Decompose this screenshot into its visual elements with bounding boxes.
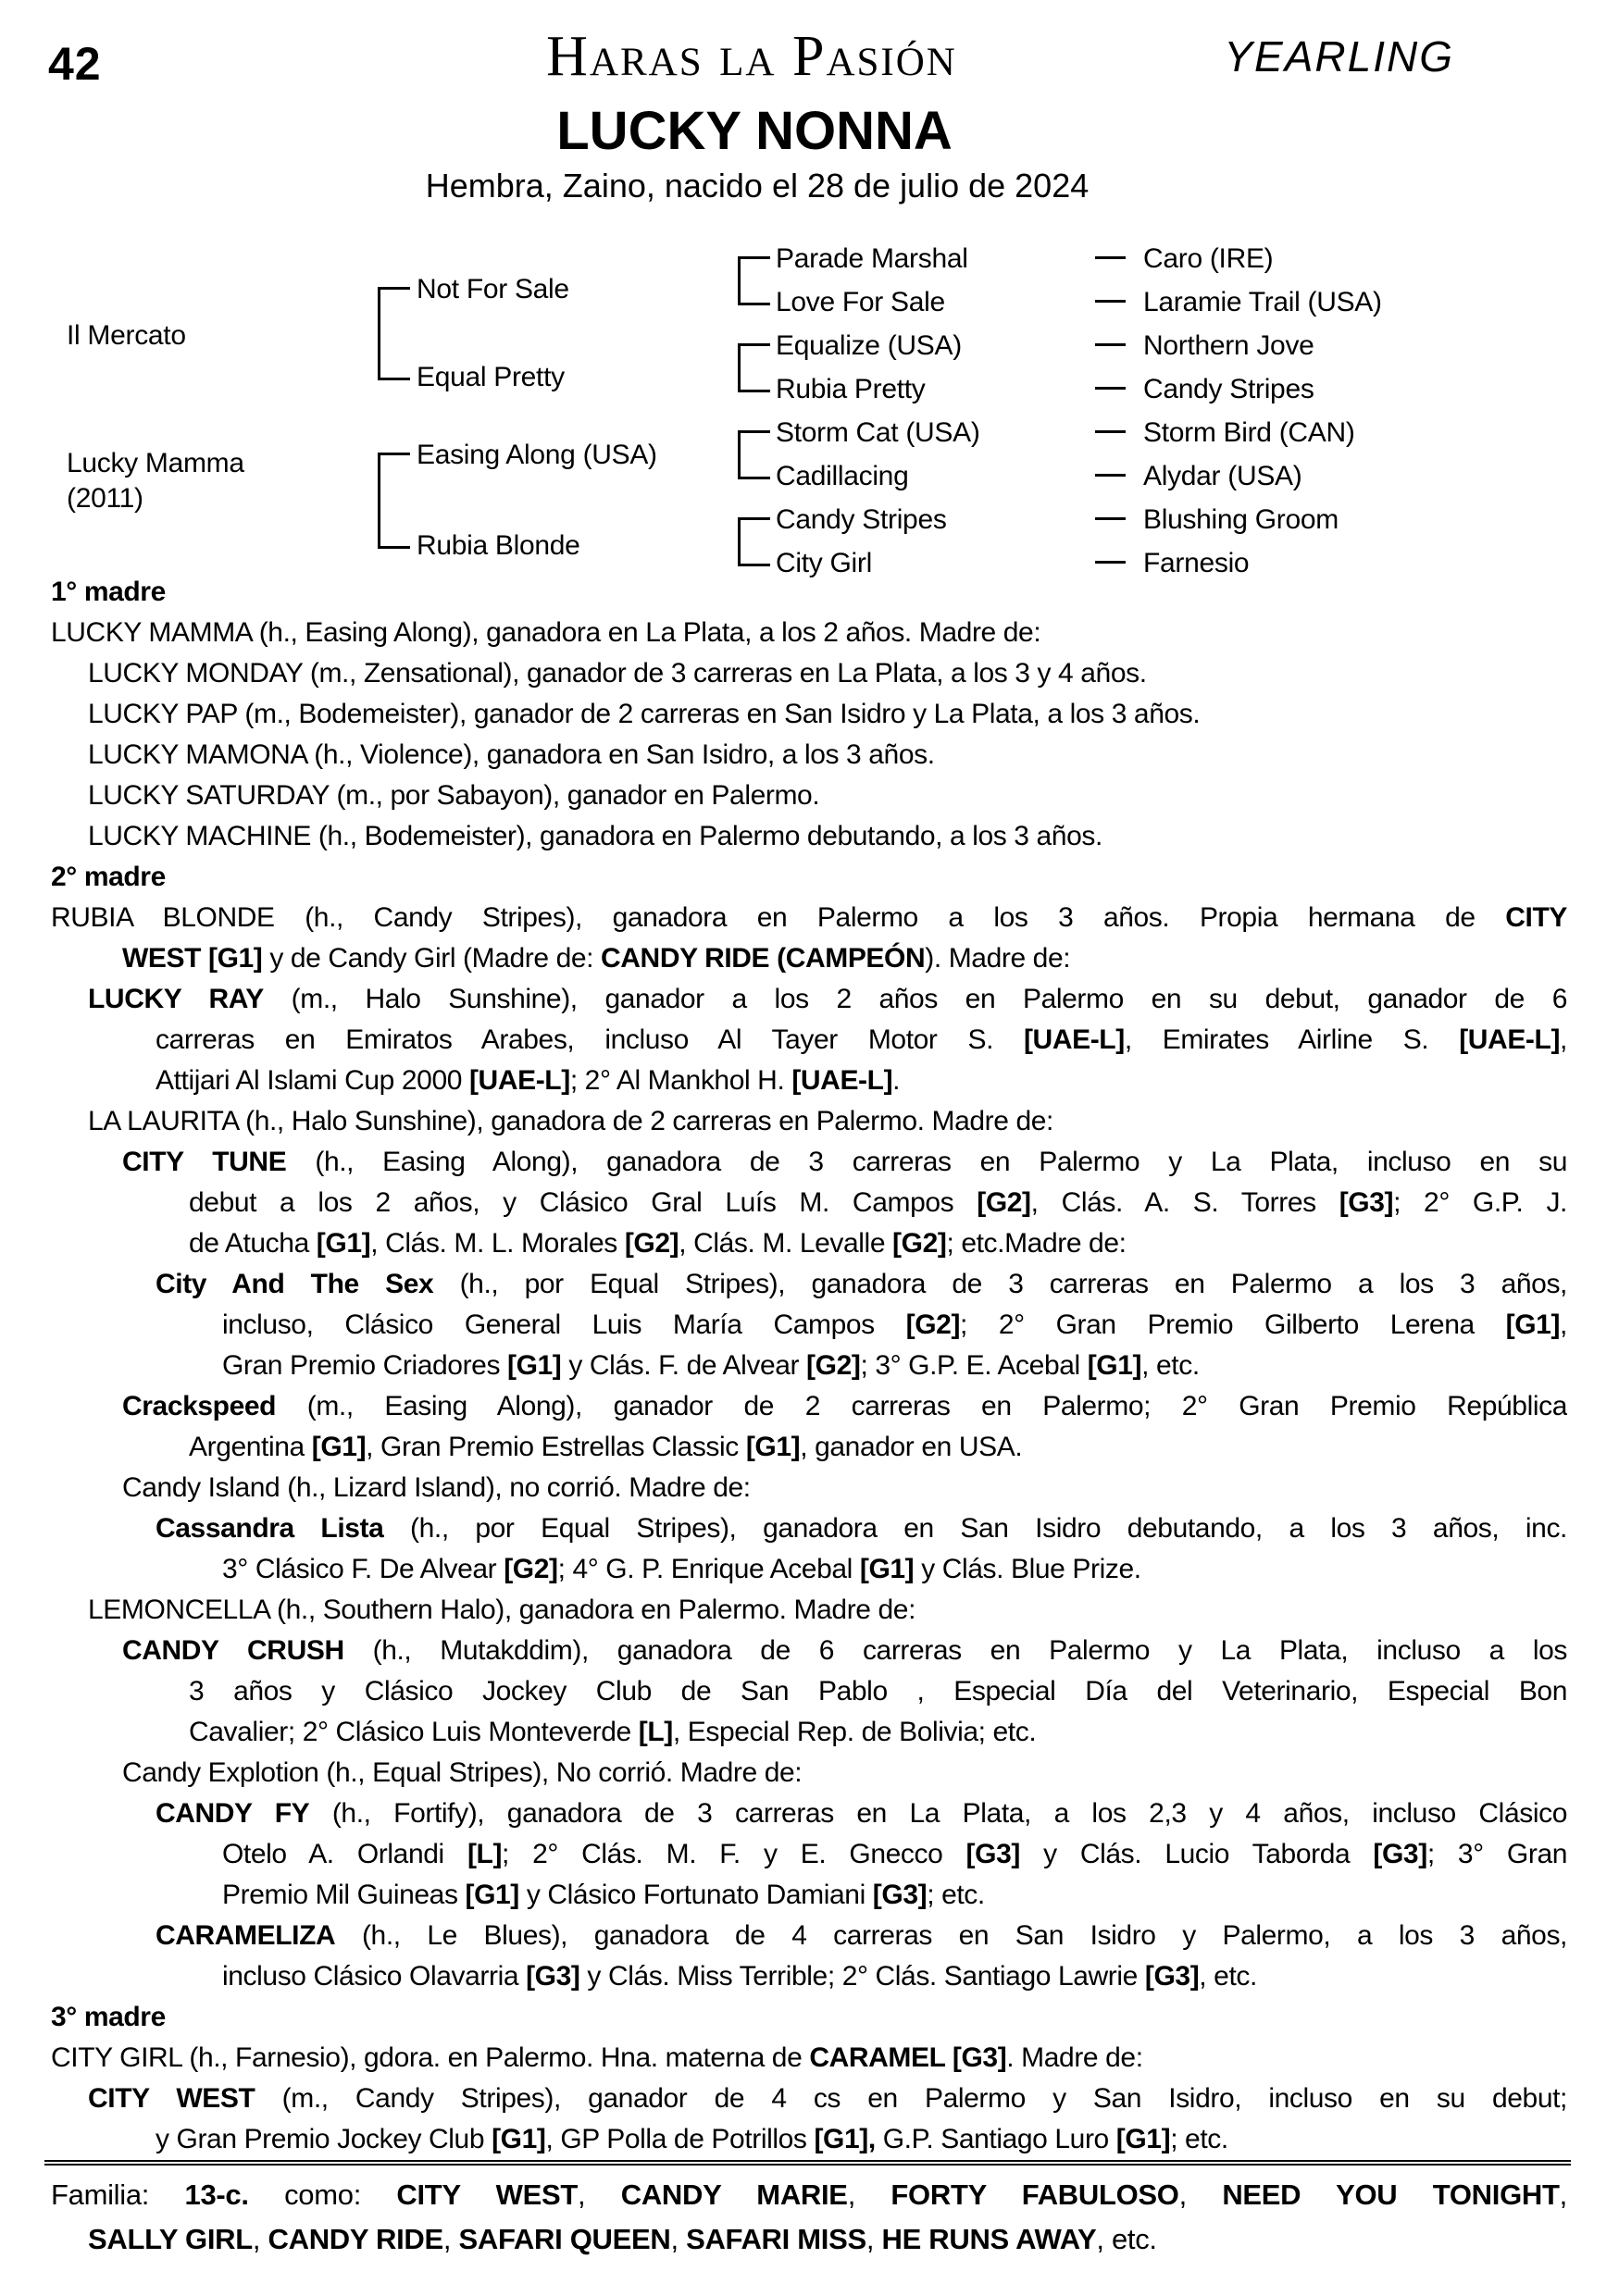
text-segment: , Emirates Airline S. [1124,1024,1460,1055]
pedigree-text-line [0,1346,1567,1386]
bold-text-segment: [G3] [965,1839,1020,1869]
pedigree-text-line [0,1183,1567,1223]
pedigree-text-line [0,1875,1567,1916]
text-segment: , GP Polla de Potrillos [545,2124,815,2154]
bold-text-segment: [G3] [1144,1961,1200,1992]
text-segment: y Clás. Blue Prize. [914,1554,1141,1584]
ancestor-gen3-name: Equalize (USA) [776,330,962,361]
ancestor-gen3-name: Love For Sale [776,287,945,317]
pedigree-text-line [0,1956,1567,1997]
madre-section-header [0,857,1567,898]
bold-text-segment: CARAMEL [G3] [809,2042,1007,2073]
page-number: 42 [48,38,102,90]
bold-text-segment: [G1] [316,1228,371,1259]
text-segment: LEMONCELLA (h., Southern Halo), ganadora en Palermo. Madre de: [88,1595,916,1625]
pedigree-connector [378,287,410,380]
text-segment: , [578,2178,621,2211]
pedigree-connector [738,517,770,566]
ancestor-gen3-name: Cadillacing [776,461,909,491]
horse-description: Hembra, Zaino, nacido el 28 de julio de 2024 [425,167,1090,205]
bold-text-segment: SALLY GIRL [88,2223,253,2255]
bold-text-segment: [G1] [1115,2124,1171,2154]
text-segment: Premio Mil Guineas [222,1880,466,1910]
bold-text-segment: NEED YOU TONIGHT [1222,2178,1560,2211]
bold-text-segment: [G1] [506,1350,562,1381]
bold-text-segment: [UAE-L] [1459,1024,1561,1055]
text-segment: , ganador en USA. [800,1432,1023,1462]
pedigree-connector [1095,561,1126,564]
bold-text-segment: [G3] [1373,1839,1427,1869]
text-segment: LUCKY PAP (m., Bodemeister), ganador de 2 carreras en San Isidro y La Plata, a los 3 años. [88,699,1201,729]
text-segment: ; 3° G.P. E. Acebal [860,1350,1088,1381]
text-segment: de Atucha [189,1228,317,1259]
bold-text-segment: [G3] [872,1880,928,1910]
bold-text-segment: LUCKY RAY [88,984,264,1014]
pedigree-text-line [0,2079,1567,2119]
bold-text-segment: [G1] [859,1554,915,1584]
text-segment: (h., por Equal Stripes), ganadora en San Isidro debutando, a los 3 años, inc. [383,1513,1567,1544]
pedigree-text-line [0,694,1567,735]
bold-text-segment: CITY WEST [88,2083,255,2114]
bold-text-segment: [UAE-L] [1023,1024,1125,1055]
bold-text-segment: [G2] [624,1228,679,1259]
bold-text-segment: CITY TUNE [122,1147,287,1177]
bold-text-segment: 2° madre [51,862,166,892]
ancestor-gen1-name: Lucky Mamma [67,448,244,478]
pedigree-text-line [0,1834,1567,1875]
text-segment: CITY GIRL (h., Farnesio), gdora. en Palermo. Hna. materna de [51,2042,810,2073]
stud-name-title: Haras la Pasión [546,25,957,88]
pedigree-text-line [0,1142,1567,1183]
bold-text-segment: [G2] [504,1554,558,1584]
text-segment: (m., Easing Along), ganador de 2 carreras en Palermo; 2° Gran Premio República [276,1391,1567,1421]
text-segment: Gran Premio Criadores [222,1350,507,1381]
text-segment: Cavalier; 2° Clásico Luis Monteverde [189,1717,639,1747]
ancestor-gen1-year: (2011) [67,483,143,514]
bold-text-segment: [L] [638,1717,673,1747]
ancestor-gen2-name: Equal Pretty [417,362,565,392]
pedigree-connector [1095,256,1126,259]
pedigree-text-line [0,2119,1567,2160]
bold-text-segment: [G1], [814,2124,876,2154]
text-segment: (h., Fortify), ganadora de 3 carreras en La Plata, a los 2,3 y 4 años, incluso Clásico [309,1798,1567,1829]
pedigree-connector [738,256,770,305]
bold-text-segment: Crackspeed [122,1391,277,1421]
text-segment: G.P. Santiago Luro [875,2124,1116,2154]
pedigree-text-line [0,938,1567,979]
bold-text-segment: WEST [G1] [122,943,263,974]
text-segment: y Clás. Lucio Taborda [1019,1839,1374,1869]
text-segment: (m., Candy Stripes), ganador de 4 cs en Palermo y San Isidro, incluso en su debut; [255,2083,1567,2114]
pedigree-text-line [0,1020,1567,1061]
bold-text-segment: City And The Sex [156,1269,434,1299]
pedigree-connector [1095,387,1126,390]
pedigree-text-line [0,1386,1567,1427]
pedigree-text-line [0,1712,1567,1753]
ancestor-gen4-name: Northern Jove [1143,330,1314,361]
text-segment: incluso, Clásico General Luis María Campos [222,1309,906,1340]
text-segment: , Clás. A. S. Torres [1030,1187,1339,1218]
family-text-line [0,2217,1567,2262]
pedigree-text-line [0,776,1567,816]
bold-text-segment: SAFARI MISS [686,2223,866,2255]
text-segment: ; etc.Madre de: [946,1228,1127,1259]
bold-text-segment: CITY [1505,902,1567,933]
text-segment: y de Candy Girl (Madre de: [262,943,602,974]
family-text-line [0,2173,1567,2217]
ancestor-gen2-name: Easing Along (USA) [417,440,657,470]
text-segment: carreras en Emiratos Arabes, incluso Al Tayer Motor S. [156,1024,1024,1055]
family-divider [44,2160,1571,2166]
text-segment: Candy Island (h., Lizard Island), no corrió. Madre de: [122,1472,751,1503]
text-segment: . Madre de: [1006,2042,1143,2073]
bold-text-segment: CITY WEST [396,2178,579,2211]
text-segment: , [1559,2178,1567,2211]
pedigree-text-line [0,1916,1567,1956]
text-segment: , [1560,1309,1567,1340]
bold-text-segment: CANDY FY [156,1798,310,1829]
ancestor-gen4-name: Farnesio [1143,548,1250,578]
bold-text-segment: [G2] [806,1350,861,1381]
pedigree-connector [1095,474,1126,477]
text-segment: ). Madre de: [925,943,1071,974]
text-segment: , [866,2223,882,2255]
ancestor-gen3-name: City Girl [776,548,872,578]
text-segment: ; 2° Clás. M. F. y E. Gnecco [502,1839,966,1869]
pedigree-text-line [0,1305,1567,1346]
bold-text-segment: CANDY RIDE [268,2223,443,2255]
pedigree-connector [1095,517,1126,520]
text-segment: Attijari Al Islami Cup 2000 [156,1065,469,1096]
bold-text-segment: 13-c. [184,2178,249,2211]
madre-section-header [0,1997,1567,2038]
bold-text-segment: [G3] [526,1961,580,1992]
text-segment: LUCKY SATURDAY (m., por Sabayon), ganador en Palermo. [88,780,820,811]
bold-text-segment: HE RUNS AWAY [881,2223,1097,2255]
bold-text-segment: CANDY RIDE (CAMPEÓN [601,943,926,974]
text-segment: y Clásico Fortunato Damiani [518,1880,873,1910]
text-segment: incluso Clásico Olavarria [222,1961,527,1992]
category-label: YEARLING [1224,32,1454,81]
bold-text-segment: [G1] [465,1880,519,1910]
text-segment: Argentina [189,1432,312,1462]
bold-text-segment: SAFARI QUEEN [458,2223,671,2255]
ancestor-gen3-name: Candy Stripes [776,504,947,535]
text-segment: y Clás. Miss Terrible; 2° Clás. Santiago Lawrie [579,1961,1145,1992]
pedigree-text-line [0,1427,1567,1468]
bold-text-segment: [G1] [1505,1309,1561,1340]
bold-text-segment: [G1] [311,1432,367,1462]
bold-text-segment: Cassandra Lista [156,1513,384,1544]
text-segment: ; 3° Gran [1426,1839,1567,1869]
text-segment: Otelo A. Orlandi [222,1839,467,1869]
text-segment: ; etc. [927,1880,985,1910]
bold-text-segment: [UAE-L] [468,1065,570,1096]
pedigree-text-line [0,979,1567,1020]
pedigree-connector [1095,430,1126,433]
text-segment: , Gran Premio Estrellas Classic [366,1432,746,1462]
bold-text-segment: [G2] [977,1187,1031,1218]
produce-record [0,572,1619,2160]
text-segment: RUBIA BLONDE (h., Candy Stripes), ganadora en Palermo a los 3 años. Propia hermana de [51,902,1506,933]
pedigree-text-line [0,1671,1567,1712]
bold-text-segment: [G2] [892,1228,947,1259]
text-segment: y Gran Premio Jockey Club [156,2124,492,2154]
text-segment: 3 años y Clásico Jockey Club de San Pablo , Especial Día del Veterinario, Especial Bon [189,1676,1567,1706]
bold-text-segment: [G1] [492,2124,546,2154]
text-segment: , etc. [1199,1961,1257,1992]
bold-text-segment: FORTY FABULOSO [890,2178,1179,2211]
pedigree-text-line [0,613,1567,653]
ancestor-gen4-name: Candy Stripes [1143,374,1314,404]
text-segment: ; 2° Gran Premio Gilberto Lerena [960,1309,1506,1340]
ancestor-gen1-name: Il Mercato [67,320,186,351]
text-segment: ; etc. [1170,2124,1228,2154]
ancestor-gen4-name: Laramie Trail (USA) [1143,287,1382,317]
bold-text-segment: [UAE-L] [791,1065,893,1096]
pedigree-text-line [0,816,1567,857]
text-segment: Candy Explotion (h., Equal Stripes), No corrió. Madre de: [122,1757,803,1788]
ancestor-gen4-name: Storm Bird (CAN) [1143,417,1355,448]
text-segment: LA LAURITA (h., Halo Sunshine), ganadora de 2 carreras en Palermo. Madre de: [88,1106,1053,1136]
pedigree-connector [1095,300,1126,303]
text-segment: LUCKY MAMMA (h., Easing Along), ganadora en La Plata, a los 2 años. Madre de: [51,617,1041,648]
pedigree-connector [738,430,770,479]
pedigree-text-line [0,1101,1567,1142]
text-segment: LUCKY MAMONA (h., Violence), ganadora en San Isidro, a los 3 años. [88,739,935,770]
pedigree-text-line [0,653,1567,694]
pedigree-text-line [0,1264,1567,1305]
pedigree-text-line [0,1631,1567,1671]
pedigree-text-line [0,1793,1567,1834]
bold-text-segment: CARAMELIZA [156,1920,336,1951]
text-segment: , etc. [1141,1350,1200,1381]
pedigree-text-line [0,1753,1567,1793]
madre-section-header [0,572,1567,613]
bold-text-segment: 3° madre [51,2002,166,2032]
bold-text-segment: [G1] [745,1432,801,1462]
text-segment: ; 2° G.P. J. [1393,1187,1567,1218]
pedigree-text-line [0,2038,1567,2079]
pedigree-text-line [0,1223,1567,1264]
pedigree-connector [738,343,770,392]
text-segment: (h., por Equal Stripes), ganadora de 3 carreras en Palermo a los 3 años, [433,1269,1567,1299]
bold-text-segment: CANDY MARIE [620,2178,848,2211]
text-segment: , [670,2223,687,2255]
ancestor-gen2-name: Not For Sale [417,274,569,304]
text-segment: LUCKY MACHINE (h., Bodemeister), ganadora en Palermo debutando, a los 3 años. [88,821,1102,851]
text-segment: 3° Clásico F. De Alvear [222,1554,504,1584]
text-segment: (h., Mutakddim), ganadora de 6 carreras en Palermo y La Plata, incluso a los [343,1635,1567,1666]
pedigree-text-line [0,1508,1567,1549]
bold-text-segment: [G2] [905,1309,961,1340]
ancestor-gen2-name: Rubia Blonde [417,530,580,561]
text-segment: , Clás. M. Levalle [679,1228,893,1259]
text-segment: ; 4° G. P. Enrique Acebal [557,1554,860,1584]
bold-text-segment: 1° madre [51,577,166,607]
pedigree-text-line [0,1590,1567,1631]
text-segment: Familia: [51,2178,185,2211]
pedigree-connector [378,453,410,549]
text-segment: debut a los 2 años, y Clásico Gral Luís M. Campos [189,1187,978,1218]
text-segment: y Clás. F. de Alvear [561,1350,807,1381]
text-segment: , [1178,2178,1223,2211]
bold-text-segment: [G1] [1087,1350,1142,1381]
pedigree-text-line [0,1549,1567,1590]
pedigree-text-line [0,735,1567,776]
text-segment: , Clás. M. L. Morales [370,1228,625,1259]
ancestor-gen3-name: Storm Cat (USA) [776,417,980,448]
ancestor-gen4-name: Blushing Groom [1143,504,1339,535]
bold-text-segment: [L] [467,1839,503,1869]
text-segment: , [252,2223,268,2255]
horse-name: LUCKY NONNA [556,101,953,161]
text-segment: LUCKY MONDAY (m., Zensational), ganador de 3 carreras en La Plata, a los 3 y 4 años. [88,658,1147,689]
ancestor-gen4-name: Caro (IRE) [1143,243,1274,274]
ancestor-gen4-name: Alydar (USA) [1143,461,1302,491]
bold-text-segment: [G3] [1339,1187,1394,1218]
pedigree-text-line [0,1061,1567,1101]
text-segment: , [847,2178,891,2211]
pedigree-text-line [0,898,1567,938]
text-segment: , [442,2223,459,2255]
text-segment: , [1560,1024,1567,1055]
ancestor-gen3-name: Parade Marshal [776,243,968,274]
text-segment: (h., Le Blues), ganadora de 4 carreras en San Isidro y Palermo, a los 3 años, [335,1920,1567,1951]
pedigree-text-line [0,1468,1567,1508]
text-segment: (h., Easing Along), ganadora de 3 carreras en Palermo y La Plata, incluso en su [286,1147,1567,1177]
bold-text-segment: CANDY CRUSH [122,1635,344,1666]
text-segment: como: [248,2178,397,2211]
text-segment: ; 2° Al Mankhol H. [569,1065,792,1096]
text-segment: , Especial Rep. de Bolivia; etc. [672,1717,1037,1747]
text-segment: , etc. [1096,2223,1157,2255]
text-segment: . [892,1065,901,1096]
pedigree-connector [1095,343,1126,346]
ancestor-gen3-name: Rubia Pretty [776,374,926,404]
text-segment: (m., Halo Sunshine), ganador a los 2 años en Palermo en su debut, ganador de 6 [263,984,1567,1014]
family-note [0,2173,1619,2262]
